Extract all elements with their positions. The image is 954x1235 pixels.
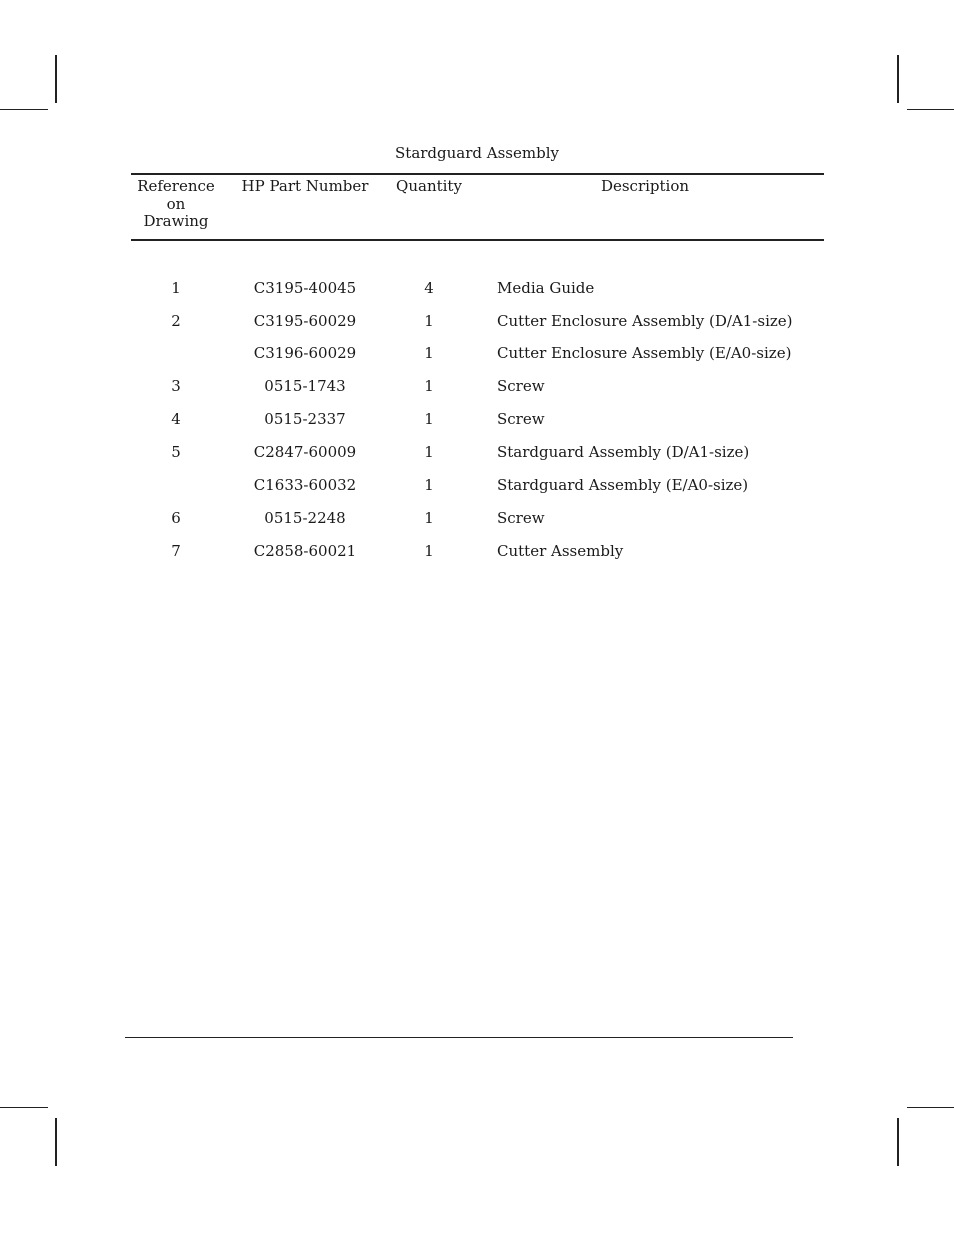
- column-header-reference: [131, 178, 221, 231]
- row-quantity: 1: [424, 377, 434, 395]
- row-description: Cutter Enclosure Assembly (D/A1-size): [497, 312, 793, 330]
- row-reference: 4: [171, 410, 181, 428]
- row-quantity: 1: [424, 509, 434, 527]
- row-description: Media Guide: [497, 279, 595, 297]
- row-reference: 2: [171, 312, 181, 330]
- row-part-number: C2858-60021: [253, 542, 357, 560]
- row-quantity: 4: [424, 279, 434, 297]
- row-description: Stardguard Assembly (D/A1-size): [497, 443, 750, 461]
- table-title: Stardguard Assembly: [395, 144, 559, 162]
- row-reference: 5: [171, 443, 181, 461]
- row-quantity: 1: [424, 410, 434, 428]
- crop-mark-top-right-vertical: [897, 55, 899, 103]
- crop-mark-bottom-left-horizontal: [0, 1107, 48, 1108]
- row-quantity: 1: [424, 344, 434, 362]
- column-header-part-number: HP Part Number: [241, 177, 369, 195]
- header-top-rule: [131, 173, 824, 175]
- row-part-number: C2847-60009: [253, 443, 357, 461]
- row-quantity: 1: [424, 542, 434, 560]
- row-quantity: 1: [424, 476, 434, 494]
- row-description: Screw: [497, 410, 545, 428]
- row-description: Screw: [497, 377, 545, 395]
- row-quantity: 1: [424, 443, 434, 461]
- row-part-number: C3195-60029: [253, 312, 357, 330]
- column-header-reference-line: on: [166, 194, 186, 213]
- crop-mark-top-left-vertical: [55, 55, 57, 103]
- row-reference: 1: [171, 279, 181, 297]
- row-quantity: 1: [424, 312, 434, 330]
- row-reference: 7: [171, 542, 181, 560]
- row-description: Cutter Assembly: [497, 542, 624, 560]
- column-header-reference-line: Reference: [137, 177, 215, 195]
- row-description: Stardguard Assembly (E/A0-size): [497, 476, 749, 494]
- row-description: Screw: [497, 509, 545, 527]
- row-part-number: 0515-2248: [264, 509, 346, 527]
- row-part-number: C1633-60032: [253, 476, 357, 494]
- row-part-number: C3196-60029: [253, 344, 357, 362]
- crop-mark-bottom-left-vertical: [55, 1118, 57, 1166]
- crop-mark-top-right-horizontal: [907, 109, 954, 110]
- row-reference: 6: [171, 509, 181, 527]
- column-header-description: Description: [600, 177, 690, 195]
- row-part-number: 0515-2337: [264, 410, 346, 428]
- row-part-number: 0515-1743: [264, 377, 346, 395]
- row-description: Cutter Enclosure Assembly (E/A0-size): [497, 344, 792, 362]
- crop-mark-bottom-right-vertical: [897, 1118, 899, 1166]
- header-bottom-rule: [131, 239, 824, 241]
- crop-mark-top-left-horizontal: [0, 109, 48, 110]
- column-header-quantity: Quantity: [396, 177, 462, 195]
- column-header-reference-line: Drawing: [143, 212, 209, 230]
- row-reference: 3: [171, 377, 181, 395]
- footer-rule: [125, 1037, 793, 1038]
- crop-mark-bottom-right-horizontal: [907, 1107, 954, 1108]
- row-part-number: C3195-40045: [253, 279, 357, 297]
